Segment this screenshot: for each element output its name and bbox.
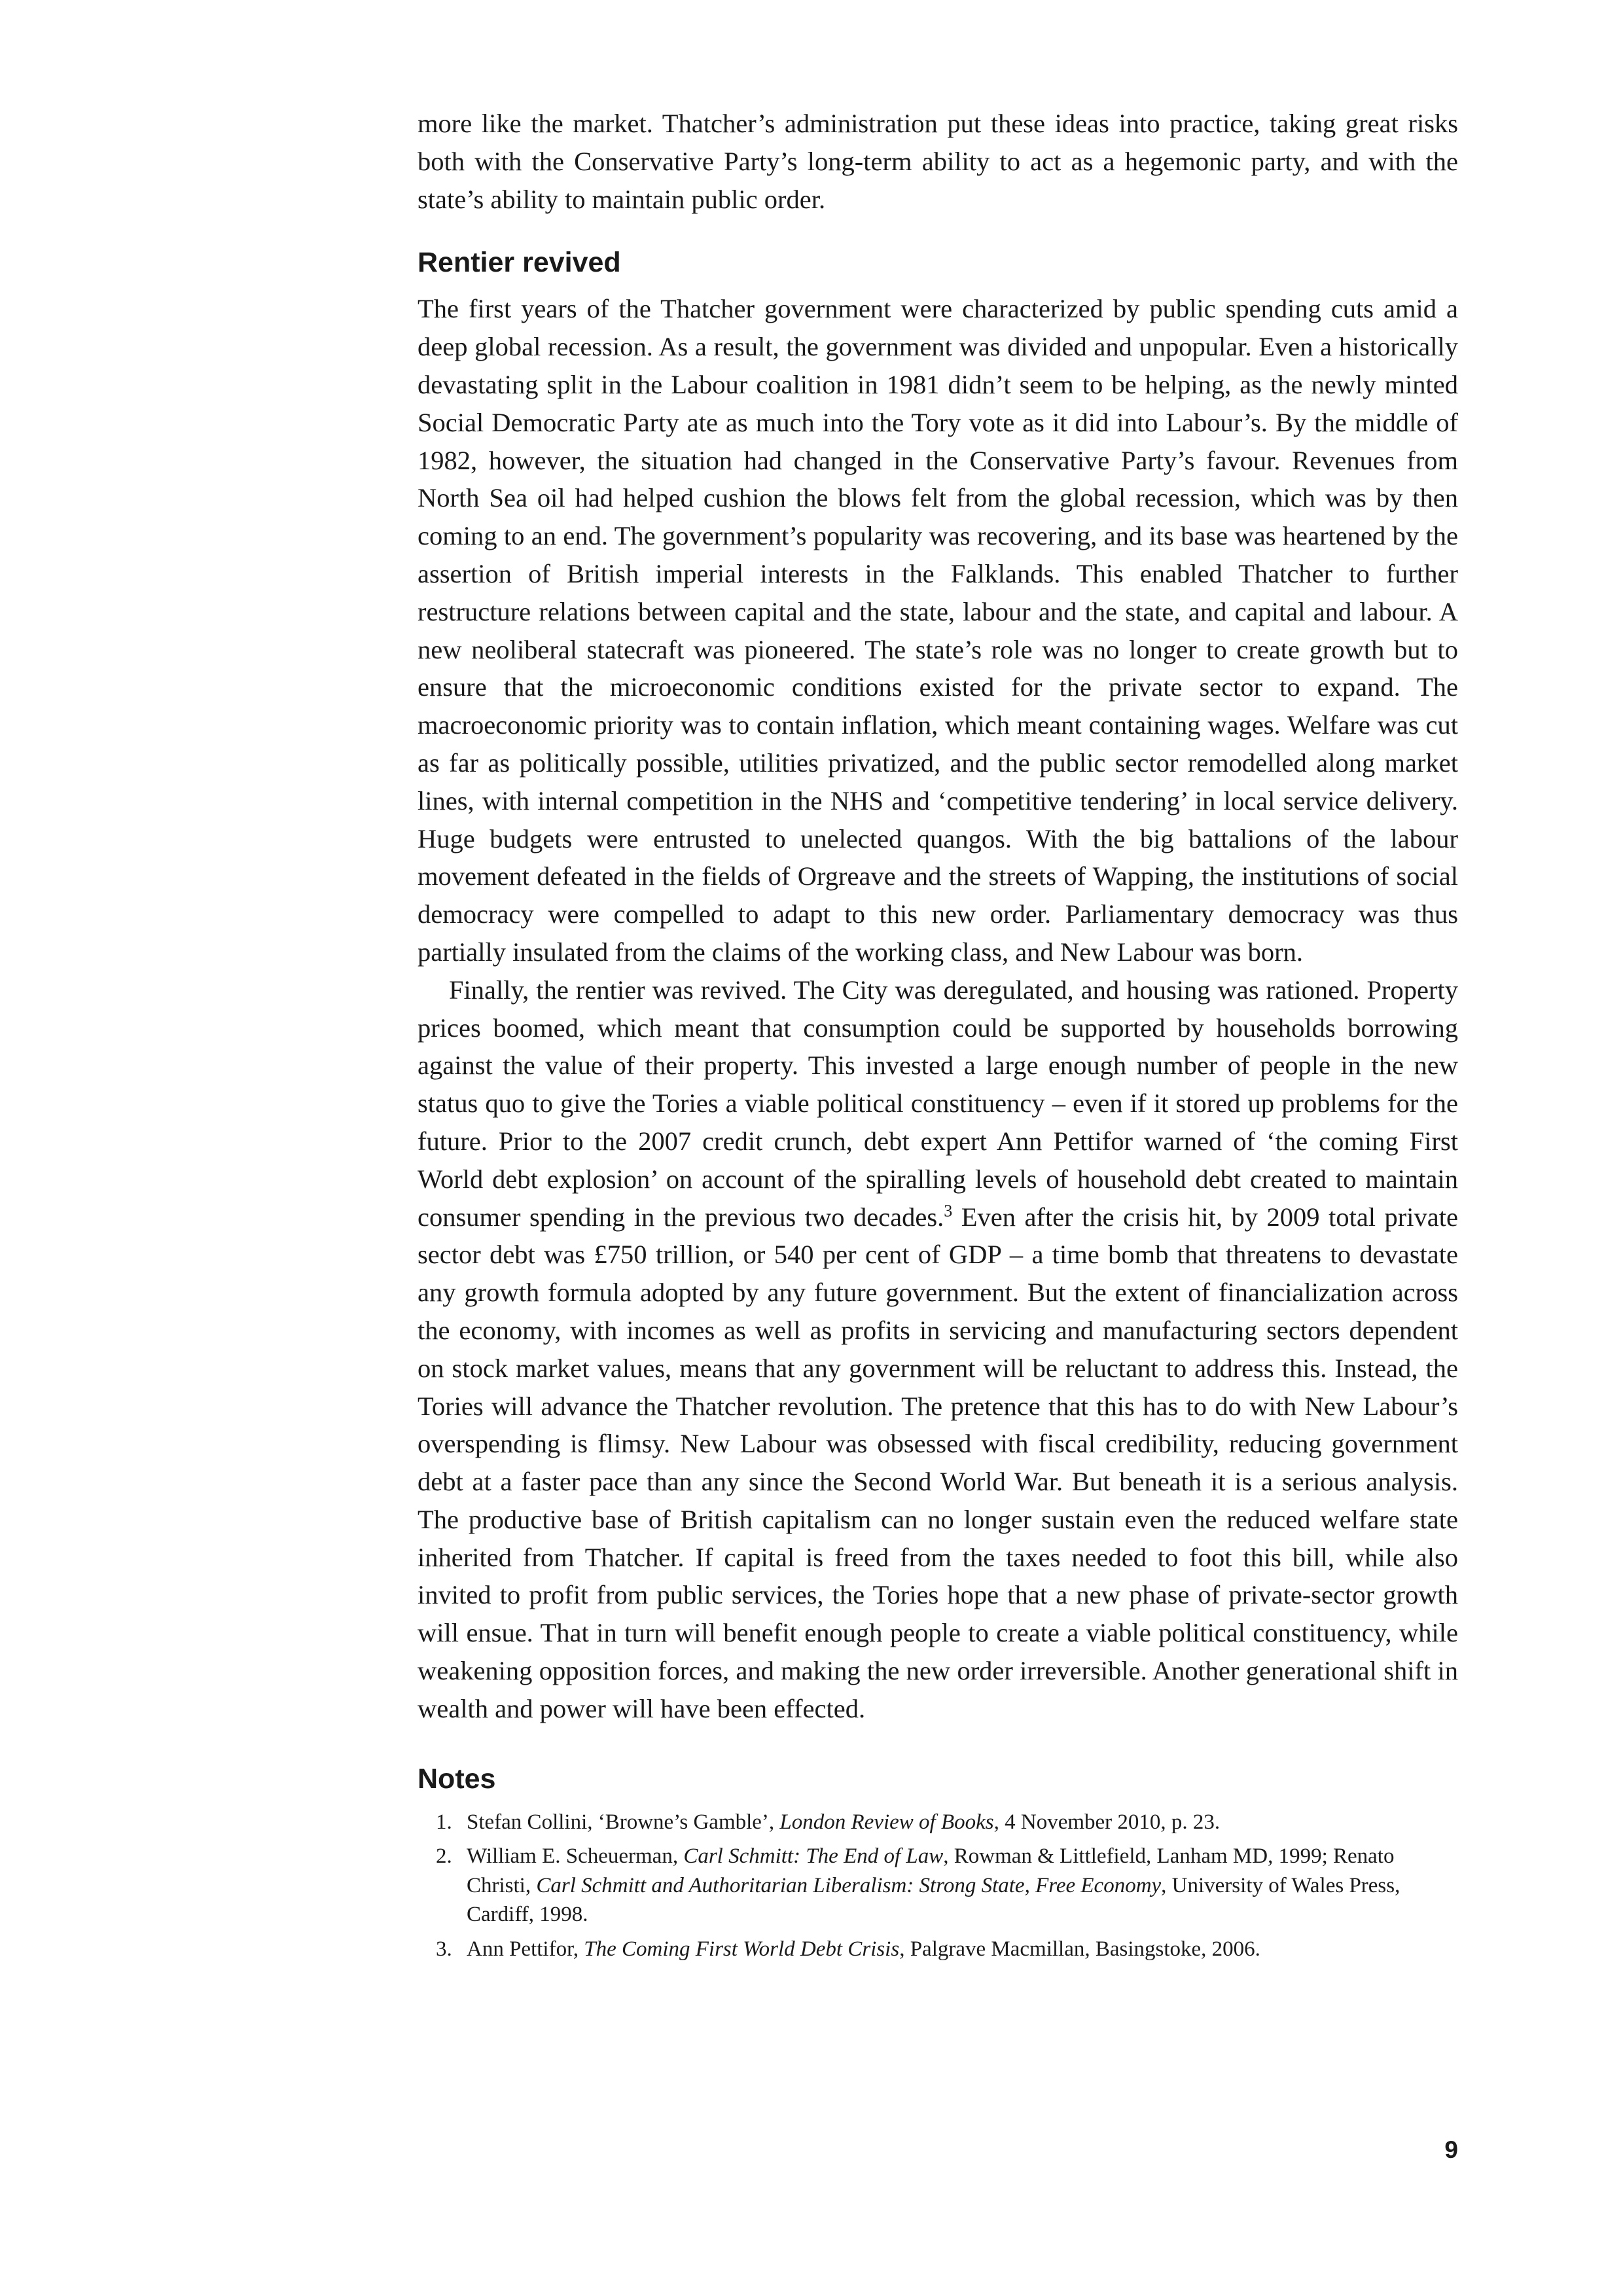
note-text: , Rowman & Littlefield, Lanham MD, 1999; Renato Christi, xyxy=(467,1844,1395,1897)
note-number: 2. xyxy=(436,1844,452,1869)
note-item xyxy=(418,1842,1458,1929)
note-text: , University of Wales Press, Cardiff, 1998. xyxy=(467,1873,1400,1927)
note-text: , Palgrave Macmillan, Basingstoke, 2006. xyxy=(899,1937,1260,1961)
note-title: Carl Schmitt: The End of Law xyxy=(683,1844,944,1869)
opening-paragraph: more like the market. Thatcher’s administration put these ideas into practice, taking great risks both with the Conservative Party’s long-term ability to act as a hegemonic party, and with the state’s ability to maintain public order. xyxy=(418,109,1458,214)
section-heading: Rentier revived xyxy=(418,247,621,279)
note-text: , 4 November 2010, p. 23. xyxy=(993,1810,1221,1834)
note-title: Carl Schmitt and Authoritarian Liberalism: Strong State, Free Economy xyxy=(536,1873,1162,1897)
page-number: 9 xyxy=(1444,2136,1458,2163)
page-content xyxy=(418,105,1458,1969)
footnote-ref-3: 3 xyxy=(944,1201,953,1221)
paragraph-2-text-after-ref: Even after the crisis hit, by 2009 total private sector debt was £750 trillion, or 540 per cent of GDP – a time bomb that threatens to devastate any growth formula adopted by any future government. But the extent of financialization across the economy, with incomes as well as profits in servicing and manufacturing sectors dependent on stock market values, means that any government will be reluctant to address this. Instead, the Tories will advance the Thatcher revolution. The pretence that this has to do with New Labour’s overspending is flimsy. New Labour was obsessed with fiscal credibility, reducing government debt at a faster pace than any since the Second World War. But beneath it is a serious analysis. The productive base of British capitalism can no longer sustain even the reduced welfare state inherited from Thatcher. If capital is freed from the taxes needed to foot this bill, while also invited to profit from public services, the Tories hope that a new phase of private-sector growth will ensue. That in turn will benefit enough people to create a viable political constituency, while weakening opposition forces, and making the new order irreversible. Another generational shift in wealth and power will have been effected. xyxy=(418,1202,1458,1723)
notes-list xyxy=(418,1808,1458,1964)
note-title: London Review of Books xyxy=(779,1810,994,1834)
note-item xyxy=(418,1808,1458,1837)
note-item xyxy=(418,1935,1458,1964)
notes-heading: Notes xyxy=(418,1763,496,1795)
note-number: 3. xyxy=(436,1937,452,1961)
note-text: Ann Pettifor, xyxy=(467,1937,584,1961)
section-paragraph-2 xyxy=(418,971,1458,1728)
note-number: 1. xyxy=(436,1810,452,1834)
paragraph-2-text-before-ref: Finally, the rentier was revived. The City was deregulated, and housing was rationed. Property prices boomed, which meant that consumption could be supported by households borrowing against the value of their property. This invested a large enough number of people in the new status quo to give the Tories a viable political constituency – even if it stored up problems for the future. Prior to the 2007 credit crunch, debt expert Ann Pettifor warned of ‘the coming First World debt explosion’ on account of the spiralling levels of household debt created to maintain consumer spending in the previous two decades. xyxy=(418,975,1458,1232)
note-text: William E. Scheuerman, xyxy=(467,1844,684,1869)
note-text: Stefan Collini, ‘Browne’s Gamble’, xyxy=(467,1810,780,1834)
section-paragraph-1: The first years of the Thatcher government were characterized by public spending cuts amid a deep global recession. As a result, the government was divided and unpopular. Even a historically devastating split in the Labour coalition in 1981 didn’t seem to be helping, as the newly minted Social Democratic Party ate as much into the Tory vote as it did into Labour’s. By the middle of 1982, however, the situation had changed in the Conservative Party’s favour. Revenues from North Sea oil had helped cushion the blows felt from the global recession, which was by then coming to an end. The government’s popularity was recovering, and its base was heartened by the assertion of British imperial interests in the Falklands. This enabled Thatcher to further restructure relations between capital and the state, labour and the state, and capital and labour. A new neoliberal statecraft was pioneered. The state’s role was no longer to create growth but to ensure that the microeconomic conditions existed for the private sector to expand. The macroeconomic priority was to contain inflation, which meant containing wages. Welfare was cut as far as politically possible, utilities privatized, and the public sector remodelled along market lines, with internal competition in the NHS and ‘competitive tendering’ in local service delivery. Huge budgets were entrusted to unelected quangos. With the big battalions of the labour movement defeated in the fields of Orgreave and the streets of Wapping, the institutions of social democracy were compelled to adapt to this new order. Parliamentary democracy was thus partially insulated from the claims of the working class, and New Labour was born. xyxy=(418,294,1458,967)
note-title: The Coming First World Debt Crisis xyxy=(584,1937,900,1961)
